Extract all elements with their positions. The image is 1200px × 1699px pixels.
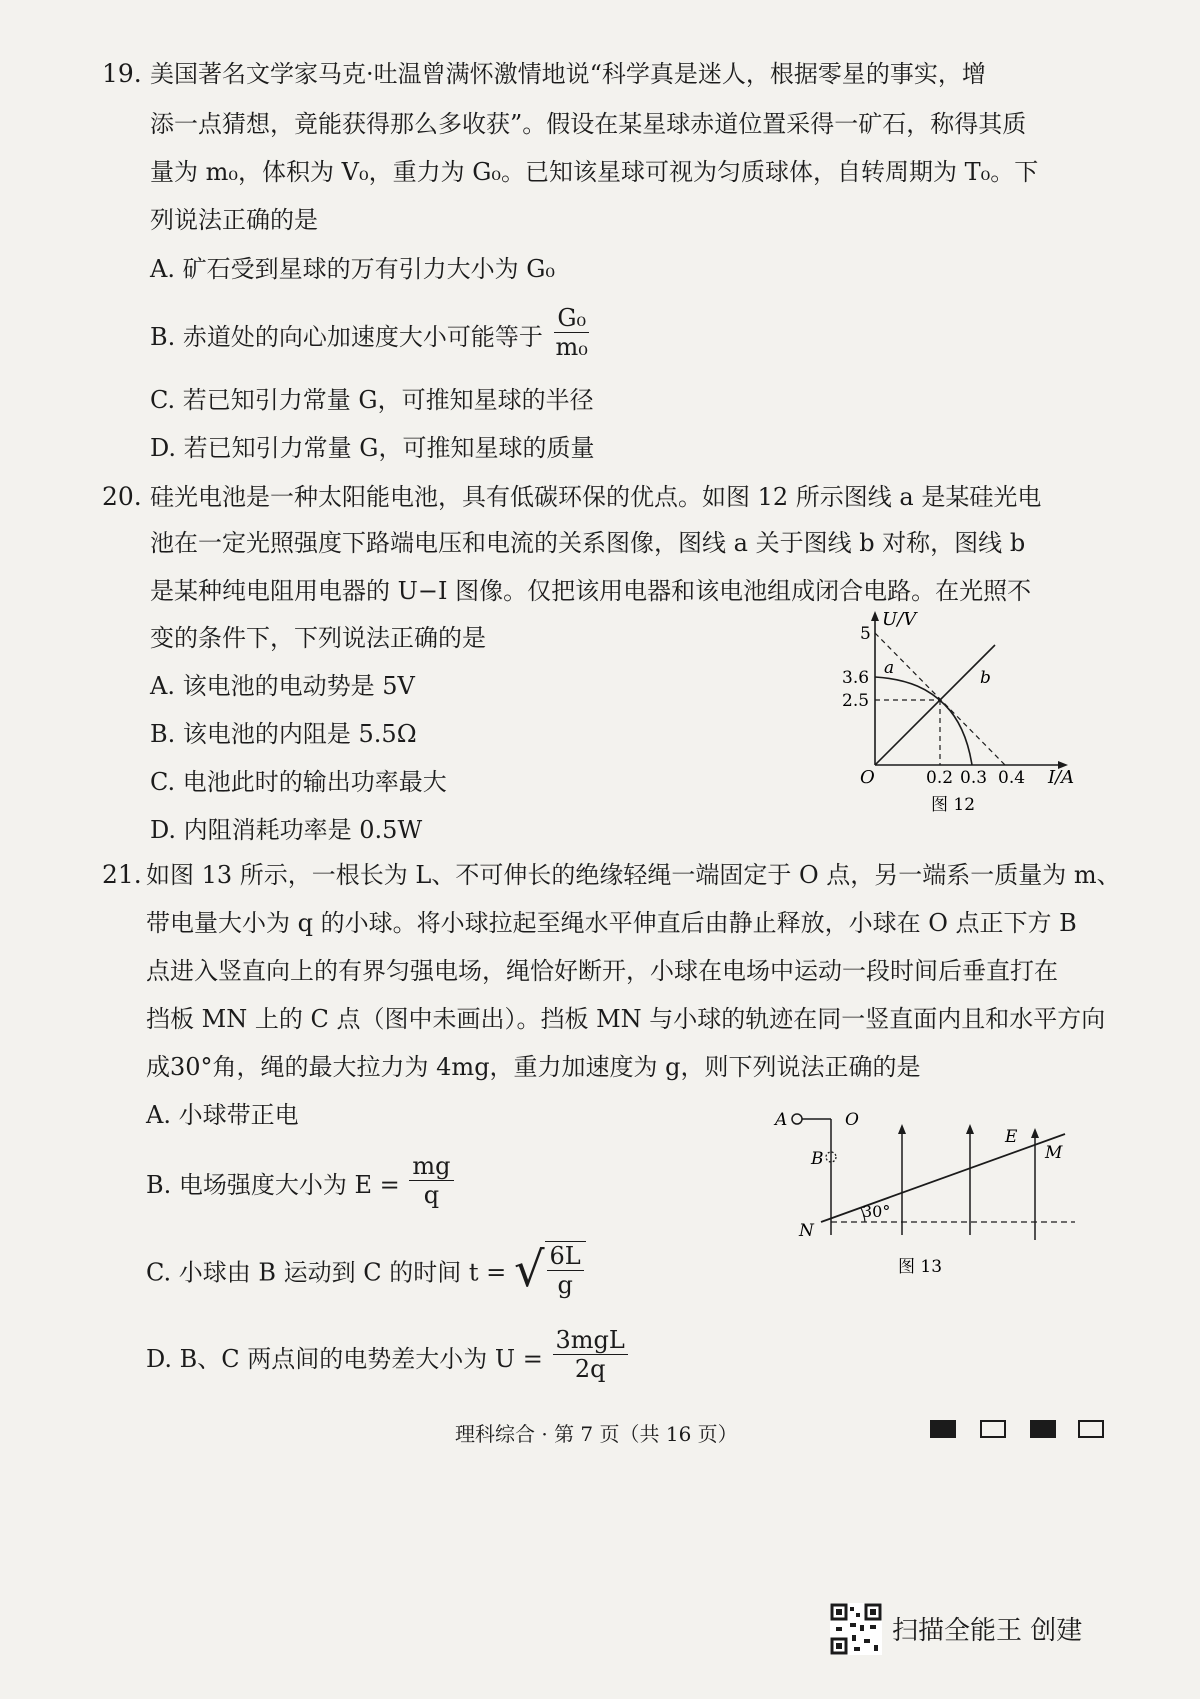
option-c bbox=[146, 1242, 586, 1303]
x-tick-label: 0.3 bbox=[960, 768, 988, 788]
question-number: 21. bbox=[102, 860, 142, 889]
curve-a-label: a bbox=[884, 658, 895, 678]
option-a: A. 该电池的电动势是 5V bbox=[150, 672, 415, 700]
empty-mark bbox=[980, 1420, 1006, 1438]
option-d: D. 内阻消耗功率是 0.5W bbox=[150, 816, 423, 844]
filled-mark bbox=[1030, 1420, 1056, 1438]
question-text-line: 是某种纯电阻用电器的 U−I 图像。仅把该用电器和该电池组成闭合电路。在光照不 bbox=[150, 577, 1032, 605]
fraction-denominator: g bbox=[557, 1271, 573, 1299]
radical-sign: √ bbox=[513, 1242, 545, 1298]
option-b: B. 该电池的内阻是 5.5Ω bbox=[150, 720, 417, 748]
option-a: A. 矿石受到星球的万有引力大小为 G₀ bbox=[150, 255, 556, 283]
filled-mark bbox=[930, 1420, 956, 1438]
option-text: B. 赤道处的向心加速度大小可能等于 bbox=[150, 323, 543, 351]
option-c: C. 电池此时的输出功率最大 bbox=[150, 768, 447, 796]
x-axis-label: I/A bbox=[1048, 767, 1075, 788]
x-tick-label: 0.2 bbox=[926, 768, 954, 788]
fraction-denominator: m₀ bbox=[555, 333, 588, 361]
label-B: B bbox=[811, 1149, 824, 1169]
figure-13 bbox=[765, 1100, 1085, 1280]
ball-at-A bbox=[792, 1114, 802, 1124]
option-b bbox=[150, 304, 593, 367]
fraction-denominator: q bbox=[423, 1181, 440, 1209]
y-axis-label: U/V bbox=[882, 609, 917, 630]
question-number: 19. bbox=[102, 59, 142, 88]
question-text-line: 带电量大小为 q 的小球。将小球拉起至绳水平伸直后由静止释放，小球在 O 点正下方 B bbox=[146, 909, 1077, 937]
page-footer: 理科综合 · 第 7 页（共 16 页） bbox=[455, 1422, 738, 1446]
square-root bbox=[514, 1241, 586, 1299]
radical-body bbox=[545, 1241, 586, 1299]
fraction bbox=[553, 1326, 628, 1383]
y-axis-arrow bbox=[871, 611, 879, 621]
question-text-line: 点进入竖直向上的有界匀强电场，绳恰好断开，小球在电场中运动一段时间后垂直打在 bbox=[146, 957, 1058, 985]
question-text-line: 如图 13 所示，一根长为 L、不可伸长的绝缘轻绳一端固定于 O 点，另一端系一质量为 m、 bbox=[146, 861, 1121, 889]
x-tick-label: 0.4 bbox=[998, 768, 1026, 788]
scanner-watermark: 扫描全能王 创建 bbox=[892, 1616, 1083, 1646]
fraction bbox=[553, 304, 591, 361]
option-a: A. 小球带正电 bbox=[146, 1101, 299, 1129]
y-tick-label: 3.6 bbox=[842, 668, 870, 688]
field-arrow bbox=[898, 1124, 906, 1134]
angle-label: 30° bbox=[862, 1202, 891, 1221]
label-M: M bbox=[1045, 1143, 1063, 1163]
empty-mark bbox=[1078, 1420, 1104, 1438]
label-O: O bbox=[845, 1110, 859, 1130]
question-text-line: 列说法正确的是 bbox=[150, 206, 318, 234]
y-tick-label: 5 bbox=[860, 624, 871, 644]
question-text-line: 美国著名文学家马克·吐温曾满怀激情地说“科学真是迷人，根据零星的事实，增 bbox=[150, 60, 986, 88]
fraction-denominator: 2q bbox=[574, 1355, 606, 1383]
field-arrow bbox=[966, 1124, 974, 1134]
option-text: B. 电场强度大小为 E = bbox=[146, 1171, 400, 1199]
fraction-numerator: 6L bbox=[547, 1242, 584, 1271]
label-N: N bbox=[799, 1221, 814, 1241]
label-A: A bbox=[775, 1110, 788, 1130]
option-b bbox=[146, 1152, 456, 1215]
qr-code-icon bbox=[830, 1603, 882, 1655]
question-number: 20. bbox=[102, 482, 142, 511]
option-text: C. 小球由 B 运动到 C 的时间 t = bbox=[146, 1258, 507, 1287]
option-d bbox=[146, 1326, 630, 1389]
question-text-line: 变的条件下，下列说法正确的是 bbox=[150, 624, 486, 652]
fraction bbox=[409, 1152, 453, 1209]
question-text-line: 硅光电池是一种太阳能电池，具有低碳环保的优点。如图 12 所示图线 a 是某硅光电 bbox=[150, 483, 1042, 511]
y-tick-label: 2.5 bbox=[842, 691, 870, 711]
option-text: D. B、C 两点间的电势差大小为 U = bbox=[146, 1345, 543, 1373]
question-text-line: 添一点猜想，竟能获得那么多收获”。假设在某星球赤道位置采得一矿石，称得其质 bbox=[150, 110, 1027, 138]
question-text-line: 成30°角，绳的最大拉力为 4mg，重力加速度为 g，则下列说法正确的是 bbox=[146, 1053, 921, 1081]
question-text-line: 量为 m₀，体积为 V₀，重力为 G₀。已知该星球可视为匀质球体，自转周期为 T₀。下 bbox=[150, 158, 1039, 186]
figure-12 bbox=[830, 605, 1090, 825]
figure-caption: 图 12 bbox=[931, 795, 976, 815]
figure-caption: 图 13 bbox=[898, 1257, 943, 1277]
fraction-numerator: mg bbox=[409, 1152, 453, 1181]
label-E: E bbox=[1005, 1127, 1018, 1147]
curve-a bbox=[875, 677, 972, 765]
question-text-line: 挡板 MN 上的 C 点（图中未画出）。挡板 MN 与小球的轨迹在同一竖直面内且和水平方向 bbox=[146, 1005, 1106, 1033]
fraction-numerator: 3mgL bbox=[553, 1326, 628, 1355]
origin-label: O bbox=[860, 767, 875, 788]
line-b-label: b bbox=[980, 668, 991, 688]
question-text-line: 池在一定光照强度下路端电压和电流的关系图像，图线 a 关于图线 b 对称，图线 b bbox=[150, 529, 1026, 557]
plate-MN bbox=[821, 1134, 1065, 1222]
fraction bbox=[547, 1242, 584, 1299]
option-c: C. 若已知引力常量 G，可推知星球的半径 bbox=[150, 386, 594, 414]
registration-marks bbox=[930, 1420, 1110, 1440]
option-d: D. 若已知引力常量 G，可推知星球的质量 bbox=[150, 434, 595, 462]
field-arrow bbox=[1031, 1128, 1039, 1138]
fraction-numerator: G₀ bbox=[554, 304, 589, 333]
